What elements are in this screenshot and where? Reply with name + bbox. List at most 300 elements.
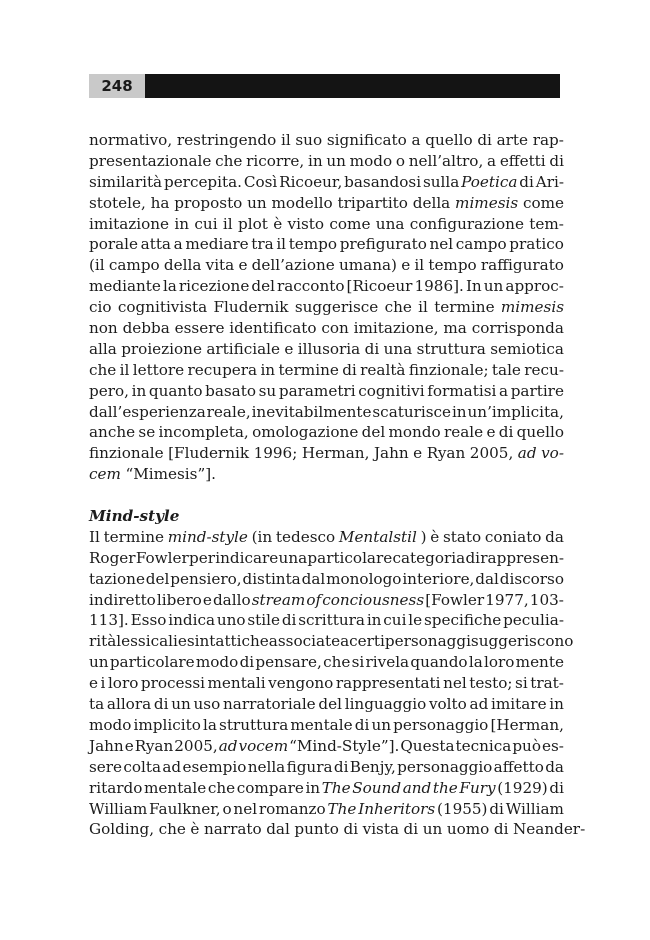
word: In [465,277,482,296]
word: tra [251,235,274,254]
word: personaggio [397,757,493,776]
word: pero, [89,381,129,400]
word: (il [89,256,105,275]
word: incompleta, [158,423,249,442]
word: realtà [360,360,406,379]
word: nell’altro, [408,151,484,170]
running-header [89,74,560,98]
word: nella [247,757,286,776]
text-line [89,255,564,276]
word: a [411,131,421,149]
word: peculia- [503,611,564,630]
text-line [89,193,564,214]
paragraph-mind-style [89,527,586,840]
word: rappresen- [480,548,564,567]
word: il [414,256,425,275]
word: romanzo [258,799,326,818]
text-line [89,569,564,590]
word: tempo [288,235,338,254]
word: suo [295,131,323,149]
word: artificiale [206,339,280,358]
word: associate [268,632,341,651]
word: pratico [509,235,564,254]
word: “Mind-Style”]. [289,736,400,755]
word: 1986]. [414,277,464,296]
word: ricezione [178,277,250,296]
word: volto [428,695,467,714]
word: mente [515,653,564,672]
word: si [351,653,365,672]
word: particolare [109,653,195,672]
word: cem [89,465,121,484]
word: mimesis [455,193,519,212]
section-heading: Mind-style [89,507,180,526]
word: in [174,214,190,233]
word: rappresentati [335,674,441,693]
word: del [318,695,342,714]
word: dal [301,569,326,588]
word: che [384,298,412,317]
word: Golding, [89,820,155,839]
word: parametri [278,381,356,400]
word: campo [108,256,160,275]
text-line [89,799,564,820]
word: raffigurato [480,256,564,275]
word: Herman, [301,444,370,463]
word: lettore [132,360,185,379]
word: a [340,632,350,651]
word: personaggi [384,632,471,651]
word: dal [475,569,499,588]
word: presentazionale [89,151,212,170]
word: da [545,757,564,776]
word: di [519,172,534,191]
text-line [89,339,564,360]
word: discorso [499,569,564,588]
word: punto [294,820,339,839]
word: del [145,569,170,588]
word: conciousness [322,590,425,609]
word: imitazione, [353,319,439,338]
word: es- [541,736,564,755]
word: termine [434,298,495,317]
word: che [215,151,243,170]
word: un [483,277,504,296]
text-line [89,464,564,485]
word: da [545,527,564,546]
word: del [251,277,275,296]
text-line [89,402,564,423]
word: dall’esperienza [89,402,206,421]
word: un’implicita, [467,402,564,421]
word: loro [484,653,515,672]
word: racconto [276,277,345,296]
word: quello [425,131,473,149]
word: e [284,339,294,358]
word: la [202,715,217,734]
word: della [163,256,202,275]
word: in [549,695,564,714]
word: pensiero, [170,569,242,588]
word: di [549,151,564,170]
word: ha [150,193,170,212]
word: alla [89,339,117,358]
word: recu- [524,360,564,379]
word: con [321,319,349,338]
word: come [329,214,371,233]
word: modo [195,653,239,672]
word: è [273,214,283,233]
word: configurazione [409,214,524,233]
word: cui [194,214,218,233]
word: particolare [307,548,393,567]
text-line [89,590,564,611]
word: Jahn [89,736,124,755]
text-line [89,757,564,778]
word: mediante [89,277,161,296]
word: non [89,319,118,338]
word: partire [510,381,564,400]
word: le [408,611,423,630]
text-line [89,151,564,172]
word: [Ricoeur [346,277,413,296]
word: in [131,381,147,400]
word: Faulkner, [149,799,221,818]
word: di [333,757,349,776]
word: un [89,653,109,672]
text-line [89,234,564,255]
text-line [89,819,586,840]
word: mind-style [167,527,248,546]
word: che [158,820,186,839]
word: sere [89,757,123,776]
word: certi [349,632,385,651]
word: per [189,548,216,567]
word: dal [266,820,290,839]
word: e [124,736,134,755]
word: tazione [89,569,145,588]
word: colta [123,757,162,776]
word: (in [251,527,273,546]
word: uno [216,611,246,630]
word: visto [287,214,325,233]
paragraph-mimesis [89,130,564,485]
word: loro [107,674,139,693]
word: illusoria [297,339,361,358]
word: stotele, [89,193,146,212]
word: 2005, [469,444,514,463]
word: del [361,423,386,442]
word: stream [251,590,306,609]
word: ta [89,695,105,714]
word: corrisponda [471,319,564,338]
word: Benjy, [349,757,396,776]
text-line [89,736,564,757]
word: e [238,256,248,275]
word: (1929) [497,778,548,797]
word: la [468,653,483,672]
word: che [207,778,236,797]
word: proiezione [121,339,202,358]
word: di [465,548,481,567]
word: e [486,423,496,442]
word: narratoriale [222,695,316,714]
word: che [323,653,351,672]
word: basato [205,381,256,400]
word: in [307,151,323,170]
word: Sound [352,778,402,797]
word: tem- [529,214,564,233]
word: a [498,381,509,400]
word: una [375,214,405,233]
word: William [505,799,564,818]
word: un [422,820,443,839]
word: scaturisce [372,402,452,421]
word: suggerisce [294,298,379,317]
word: mediare [185,235,249,254]
word: tedesco [275,527,336,546]
word: atta [140,235,171,254]
word: William [89,799,148,818]
word: 113]. [89,611,129,630]
word: in [366,611,382,630]
word: essere [174,319,225,338]
word: rità [89,632,117,651]
word: ritardo [89,778,143,797]
text-line [89,610,564,631]
word: sulla [422,172,460,191]
word: figura [286,757,333,776]
word: la [162,277,177,296]
word: significato [326,131,407,149]
word: 103- [529,590,564,609]
word: recupera [187,360,258,379]
word: Ari- [535,172,564,191]
word: che [89,360,117,379]
word: in [305,778,321,797]
word: Inheritors [358,799,436,818]
word: ad [218,736,238,755]
text-line [89,631,574,652]
word: sintattiche [186,632,269,651]
word: di [364,339,380,358]
word: di [498,423,514,442]
text-line [89,715,564,736]
word: [Herman, [490,715,564,734]
word: Poetica [461,172,518,191]
word: ad [469,695,489,714]
word: Ricoeur, [279,172,343,191]
word: stato [442,527,482,546]
word: [Fludernik [168,444,250,463]
word: quando [410,653,468,672]
word: the [432,778,458,797]
word: implicito [133,715,201,734]
word: coniato [484,527,542,546]
word: il [222,214,233,233]
word: finzionale [89,444,164,463]
text-line [89,360,564,381]
word: un [326,151,346,170]
text-line [89,172,564,193]
word: testo; [469,674,513,693]
text-line [89,130,564,151]
word: ricorre, [246,151,305,170]
word: arte [496,131,529,149]
word: modo [349,151,393,170]
word: dallo [212,590,251,609]
word: lessicali [116,632,178,651]
word: su [258,381,277,400]
word: è [190,820,200,839]
word: ma [443,319,467,338]
word: semiotica [490,339,564,358]
text-line [89,673,564,694]
word: mondo [388,423,441,442]
word: di [549,778,564,797]
word: umana) [338,256,397,275]
word: affetto [493,757,544,776]
word: mentale [144,778,207,797]
word: si [515,674,528,693]
word: termine [103,527,164,546]
word: effetti [499,151,546,170]
word: di [343,820,359,839]
word: struttura [219,715,289,734]
word: è [430,527,440,546]
word: finzionale; [408,360,489,379]
word: rivela [365,653,410,672]
text-line [89,422,564,443]
word: di [239,653,255,672]
word: cui [383,611,407,630]
word: plot [238,214,268,233]
word: scrittura [298,611,365,630]
word: nel [233,799,258,818]
word: a [487,151,497,170]
text-line [89,318,564,339]
paragraph-gap [89,485,564,506]
word: stile [247,611,280,630]
word: formatisi [427,381,497,400]
text-line [89,694,564,715]
word: il [276,235,287,254]
word: nel [429,235,454,254]
word: della [412,193,451,212]
word: Fludernik [213,298,289,317]
text-line [89,381,564,402]
page-number: 248 [89,74,145,98]
word: percepita. [163,172,242,191]
word: ) [420,527,427,546]
word: tempo [428,256,477,275]
word: e [401,256,411,275]
word: vista [362,820,399,839]
word: categoria [392,548,466,567]
word: identificato [229,319,317,338]
word: Così [243,172,278,191]
word: il [119,360,130,379]
word: Neander- [512,820,586,839]
word: inevitabilmente [251,402,372,421]
word: una [383,339,413,358]
word: cognitivi [358,381,425,400]
word: reale, [206,402,251,421]
word: Roger [89,548,136,567]
word: basandosi [344,172,422,191]
word: vo- [541,444,564,463]
word: monologo [326,569,402,588]
word: modo [89,715,132,734]
word: modello [271,193,333,212]
word: Jahn [373,444,409,463]
word: cio [89,298,112,317]
word: un [371,715,392,734]
word: in [451,402,467,421]
word: The [321,778,351,797]
word: rap- [532,131,564,149]
word: 1977, [485,590,529,609]
word: of [306,590,322,609]
word: Il [89,527,100,546]
word: Fowler [135,548,189,567]
word: imitazione [89,214,170,233]
word: trat- [530,674,564,693]
word: pensare, [255,653,322,672]
word: quello [516,423,564,442]
word: uso [193,695,221,714]
word: similarità [89,172,163,191]
word: quanto [148,381,203,400]
word: Esso [130,611,167,630]
word: ad [517,444,537,463]
word: una [278,548,308,567]
word: di [342,360,357,379]
word: [Fowler [425,590,485,609]
word: compare [236,778,304,797]
text-line [89,443,564,464]
word: di [403,820,419,839]
word: 1996; [253,444,298,463]
word: di [354,715,370,734]
word: debba [122,319,170,338]
word: in [260,360,276,379]
word: uomo [446,820,490,839]
word: proposto [174,193,243,212]
word: imitare [491,695,547,714]
word: mentali [207,674,266,693]
word: indica [168,611,216,630]
word: prefigurato [339,235,427,254]
word: porale [89,235,139,254]
word: vita [205,256,235,275]
word: suggeriscono [470,632,574,651]
word: mimesis [500,298,564,317]
word: libero [156,590,202,609]
header-rule [145,74,560,98]
word: di [489,799,504,818]
word: processi [140,674,205,693]
word: ad [162,757,182,776]
word: un [247,193,267,212]
word: Mentalstil [338,527,417,546]
word: e [202,590,212,609]
word: indicare [215,548,279,567]
word: e [413,444,423,463]
word: se [138,423,156,442]
word: e [89,674,98,693]
word: o [395,151,405,170]
